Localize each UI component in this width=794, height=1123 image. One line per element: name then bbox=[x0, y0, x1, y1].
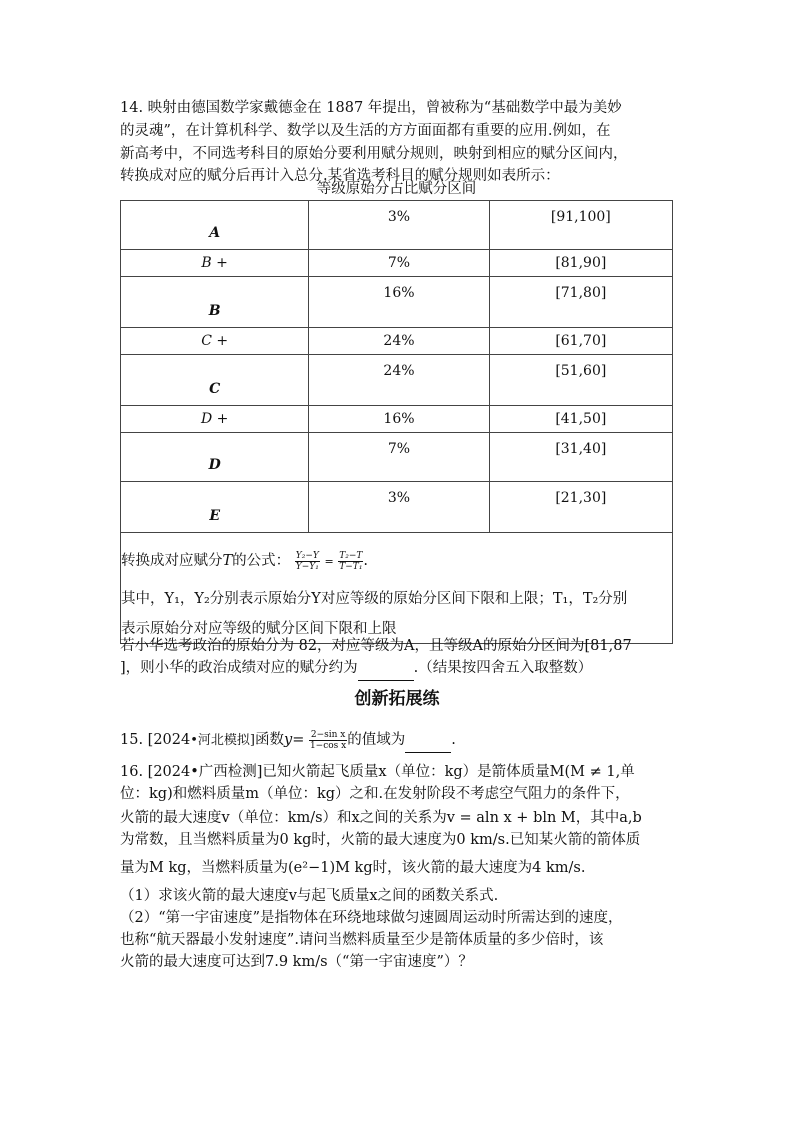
table-row bbox=[121, 201, 673, 250]
q16-line1: 16. [2024•广西检测]已知火箭起飞质量x（单位：kg）是箭体质量M(M ≠ 1,单 bbox=[120, 764, 635, 780]
grade-percent: 16% bbox=[383, 411, 415, 427]
q16-part2-line1: （2）“第一宇宙速度”是指物体在环绕地球做匀速圆周运动时所需达到的速度， bbox=[120, 910, 623, 926]
table-row bbox=[121, 250, 673, 277]
q16-line5: 量为M kg，当燃料质量为(e²−1)M kg时，该火箭的最大速度为4 km/s. bbox=[120, 860, 586, 876]
table-row bbox=[121, 328, 673, 355]
q15-text: 函数 bbox=[254, 732, 284, 748]
formula-fraction-right: $\frac{\text{T₂−T}}{\text{T−T₁}}$ bbox=[339, 550, 363, 572]
q14-after-end: .（结果按四舍五入取整数） bbox=[413, 660, 593, 676]
table-row bbox=[121, 482, 673, 533]
q14-after-text: ]，则小华的政治成绩对应的赋分约为 bbox=[120, 660, 358, 676]
grade-label: D bbox=[208, 457, 221, 473]
formula-end: . bbox=[363, 553, 369, 569]
q15-func-y: y bbox=[283, 732, 293, 748]
note-line1: 其中，Y₁，Y₂分别表示原始分Y对应等级的原始分区间下限和上限；T₁，T₂分别 bbox=[121, 591, 628, 607]
grade-range: [71,80] bbox=[555, 285, 607, 301]
q14-after-line1: 若小华选考政治的原始分为 82，对应等级为A，且等级A的原始分区间为[81,87 bbox=[120, 638, 632, 654]
grade-percent: 24% bbox=[383, 333, 415, 349]
q15-line bbox=[120, 728, 680, 753]
note-line2: 表示原始分对应等级的赋分区间下限和上限 bbox=[121, 621, 397, 637]
q15-prefix: 15. [2024 bbox=[120, 732, 191, 748]
q14-after-line2 bbox=[120, 656, 680, 681]
q15-end: . bbox=[451, 732, 456, 748]
table-row bbox=[121, 355, 673, 406]
grade-label: D + bbox=[200, 411, 229, 427]
formula-fraction-left: $\frac{\text{Y₂−Y}}{\text{Y−Y₁}}$ bbox=[295, 550, 319, 572]
section-title: 创新拓展练 bbox=[354, 689, 440, 709]
q14-line2: 的灵魂”，在计算机科学、数学以及生活的方方面面都有重要的应用.例如，在 bbox=[120, 123, 611, 139]
grade-percent: 7% bbox=[387, 441, 411, 457]
q15-func-eq: = bbox=[292, 732, 305, 748]
grade-range: [61,70] bbox=[555, 333, 607, 349]
q14-line3: 新高考中，不同选考科目的原始分要利用赋分规则，映射到相应的赋分区间内， bbox=[120, 146, 628, 162]
grade-percent: 7% bbox=[387, 255, 411, 271]
q15-source: •河北模拟] bbox=[190, 733, 255, 748]
q16-part2-line2: 也称“航天器最小发射速度”.请问当燃料质量至少是箭体质量的多少倍时，该 bbox=[120, 932, 604, 948]
answer-blank[interactable] bbox=[358, 656, 414, 681]
grade-percent: 3% bbox=[387, 209, 411, 225]
formula-var: T bbox=[222, 553, 233, 569]
answer-blank[interactable] bbox=[405, 728, 451, 753]
q16-line2: 位：kg)和燃料质量m（单位：kg）之和.在发射阶段不考虑空气阻力的条件下， bbox=[120, 786, 630, 802]
grade-label: C bbox=[209, 381, 221, 397]
grade-label: C + bbox=[201, 333, 229, 349]
grade-label: A bbox=[209, 225, 221, 241]
q16-part1: （1）求该火箭的最大速度v与起飞质量x之间的函数关系式. bbox=[120, 888, 499, 904]
grade-label: B + bbox=[201, 255, 228, 271]
formula-mid: 的公式： bbox=[232, 553, 291, 569]
formula-equals: = bbox=[324, 555, 334, 568]
grade-range: [51,60] bbox=[555, 363, 607, 379]
table-row bbox=[121, 406, 673, 433]
q16-line3: 火箭的最大速度v（单位：km/s）和x之间的关系为v = aln x + bln M，其中a,b bbox=[120, 810, 642, 826]
grade-range: [21,30] bbox=[555, 490, 607, 506]
grade-label: E bbox=[209, 508, 220, 524]
table-row bbox=[121, 277, 673, 328]
grade-range: [91,100] bbox=[550, 209, 611, 225]
formula-line bbox=[121, 549, 368, 574]
grade-range: [31,40] bbox=[555, 441, 607, 457]
q14-line4: 转换成对应的赋分后再计入总分.某省选考科目的赋分规则如表所示： bbox=[120, 168, 560, 184]
table-row bbox=[121, 433, 673, 482]
grade-label: B bbox=[208, 303, 221, 319]
grade-percent: 16% bbox=[383, 285, 415, 301]
q16-line4: 为常数，且当燃料质量为0 kg时，火箭的最大速度为0 km/s.已知某火箭的箭体质 bbox=[120, 832, 641, 848]
grade-range: [41,50] bbox=[555, 411, 607, 427]
grade-table bbox=[120, 200, 673, 644]
q15-fraction: $\frac{\text{2−sin x}}{\text{1−cos x}}$ bbox=[309, 729, 347, 751]
formula-prefix: 转换成对应赋分 bbox=[121, 553, 223, 569]
formula-row bbox=[121, 533, 673, 644]
grade-range: [81,90] bbox=[555, 255, 607, 271]
grade-percent: 24% bbox=[383, 363, 415, 379]
grade-percent: 3% bbox=[387, 490, 411, 506]
q16-part2-line3: 火箭的最大速度可达到7.9 km/s（“第一宇宙速度”）？ bbox=[120, 954, 473, 970]
q15-suffix: 的值域为 bbox=[347, 732, 406, 748]
q14-line1: 14. 映射由德国数学家戴德金在 1887 年提出，曾被称为“基础数学中最为美妙 bbox=[120, 100, 622, 116]
table-caption: 等级原始分占比赋分区间 bbox=[316, 181, 477, 197]
